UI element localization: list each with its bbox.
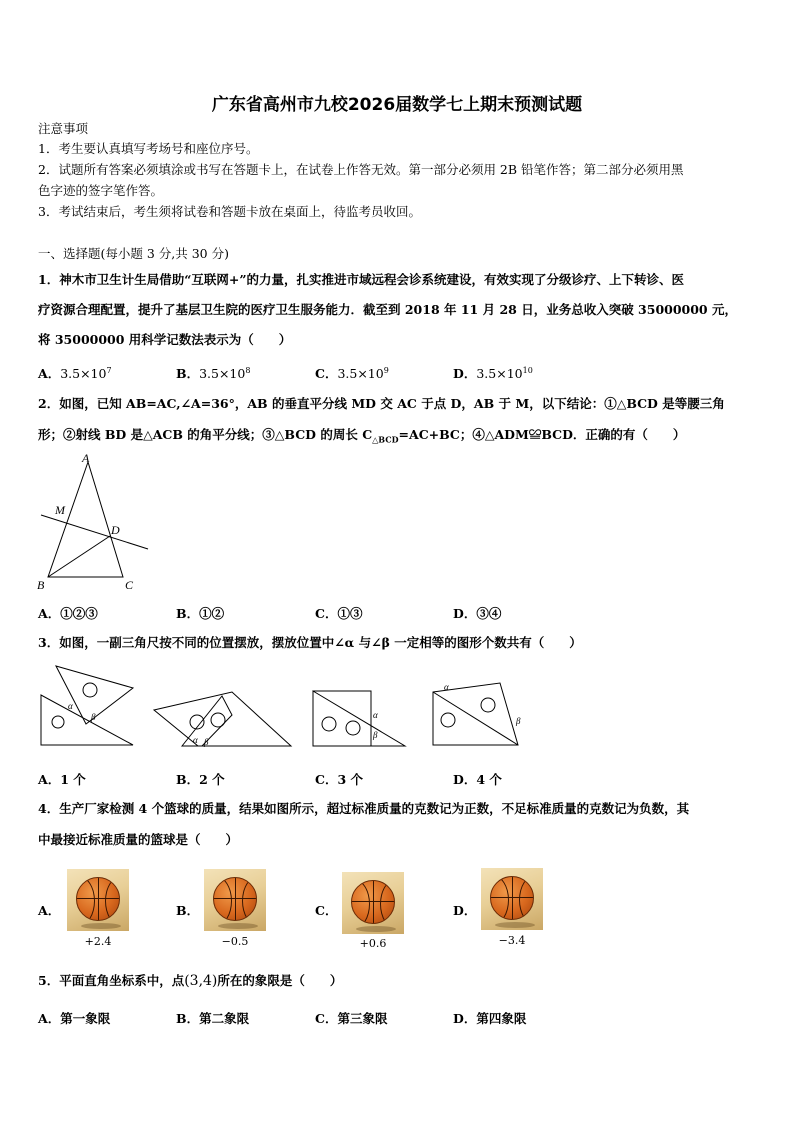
q4-line: 4．生产厂家检测 4 个篮球的质量，结果如图所示，超过标准质量的克数记为正数，不足标准质量的克数记为负数，其 [38,801,690,816]
svg-text:β: β [91,712,96,722]
triangle-figure [30,448,155,593]
basketball-image [67,869,129,931]
svg-text:α: α [193,735,198,745]
notice-item: 2．试题所有答案必须填涂或书写在答题卡上，在试卷上作答无效。第一部分必须用 2B 铅笔作答；第二部分必须用黑 [38,162,684,177]
q4-option-a-label[interactable]: A． [38,903,61,918]
svg-text:β: β [204,737,209,747]
svg-text:β: β [373,730,378,740]
set-square-figure-2 [152,687,294,749]
q5-line: 5．平面直角坐标系中，点(3,4)所在的象限是（ ） [38,973,343,989]
notice-item: 1．考生要认真填写考场号和座位序号。 [38,141,259,156]
q2-line: 2．如图，已知 AB=AC,∠A=36°，AB 的垂直平分线 MD 交 AC 于点 D，AB 于 M，以下结论：①△BCD 是等腰三角 [38,396,725,411]
q3-option-b[interactable]: B．2 个 [176,772,225,787]
q5-option-b[interactable]: B．第二象限 [176,1011,250,1026]
label-a: A [82,451,90,465]
q4-option-b-label[interactable]: B． [176,903,200,918]
svg-text:β: β [516,716,521,726]
label-d: D [111,523,120,537]
q3-option-d[interactable]: D．4 个 [453,772,502,787]
q1-line: 疗资源合理配置，提升了基层卫生院的医疗卫生服务能力．截至到 2018 年 11 月 28 日，业务总收入突破 35000000 元， [38,302,737,317]
notice-item: 3．考试结束后，考生须将试卷和答题卡放在桌面上，待监考员收回。 [38,204,421,219]
set-square-figure-1 [36,662,138,750]
section-heading: 一、选择题(每小题 3 分,共 30 分) [38,246,229,261]
basketball-image [342,872,404,934]
q1-line: 1．神木市卫生计生局借助“互联网+”的力量，扎实推进市域远程会诊系统建设，有效实现了分级诊疗、上下转诊、医 [38,272,685,287]
q5-option-d[interactable]: D．第四象限 [453,1011,527,1026]
q4-option-d-value: −3.4 [498,934,526,947]
q5-option-c[interactable]: C．第三象限 [315,1011,388,1026]
q5-point: (3,4) [184,973,218,989]
q2-option-d[interactable]: D．③④ [453,606,502,621]
q1-option-d[interactable]: D．$3.5\times 10^{10}$ [453,366,533,381]
page-title: 广东省高州市九校2026届数学七上期末预测试题 [211,95,583,115]
q3-option-c[interactable]: C．3 个 [315,772,363,787]
set-square-figure-3 [310,688,410,750]
q3-line: 3．如图，一副三角尺按不同的位置摆放，摆放位置中∠α 与∠β 一定相等的图形个数共有（ ） [38,635,582,650]
q2-line: 形；②射线 BD 是△ACB 的角平分线；③△BCD 的周长 $C_{\triangle BCD}=AC+BC$；④△ADM≌BCD．正确的有（ ） [38,427,686,445]
notice-heading: 注意事项 [38,121,89,136]
svg-text:α: α [444,682,449,692]
label-m: M [55,503,65,517]
notice-item: 色字迹的签字笔作答。 [38,183,164,198]
q4-option-c-label[interactable]: C． [315,903,338,918]
q1-option-c[interactable]: C．$3.5\times 10^9$ [315,366,389,381]
basketball-image [481,868,543,930]
q2-option-b[interactable]: B．①② [176,606,225,621]
q5-option-a[interactable]: A．第一象限 [38,1011,111,1026]
basketball-image [204,869,266,931]
set-square-figure-4 [430,680,525,750]
q1-option-b[interactable]: B．$3.5\times 10^8$ [176,366,251,381]
svg-text:α: α [373,710,378,720]
q4-option-b-value: −0.5 [221,935,249,948]
svg-text:α: α [68,701,73,711]
q4-option-c-value: +0.6 [359,937,387,950]
label-c: C [125,578,134,592]
q4-line: 中最接近标准质量的篮球是（ ） [38,832,239,847]
q1-option-a[interactable]: A．$3.5\times 10^7$ [38,366,112,381]
q4-option-a-value: +2.4 [84,935,112,948]
q3-option-a[interactable]: A．1 个 [38,772,86,787]
q2-option-c[interactable]: C．①③ [315,606,363,621]
label-b: B [37,578,45,592]
q1-line: 将 35000000 用科学记数法表示为（ ） [38,332,292,347]
q2-option-a[interactable]: A．①②③ [38,606,98,621]
q4-option-d-label[interactable]: D． [453,903,477,918]
